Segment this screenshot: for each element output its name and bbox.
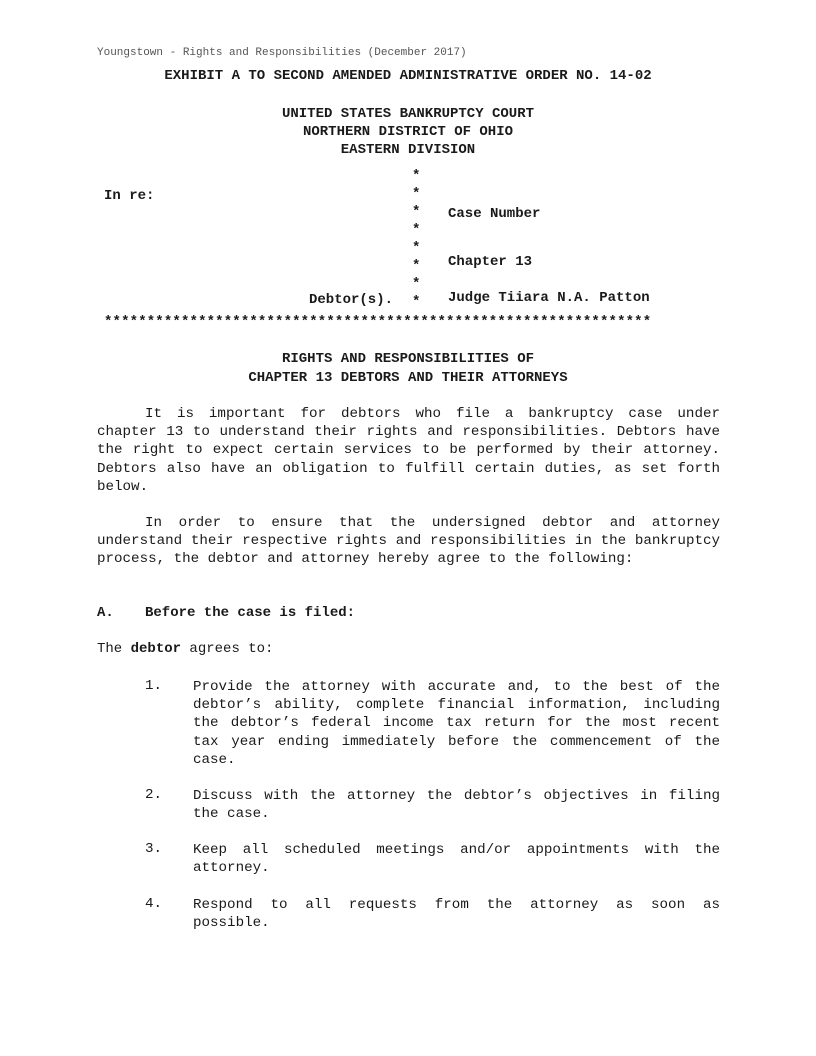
caption-divider: **************************************************************** <box>104 314 652 330</box>
list-item-text: Respond to all requests from the attorney as soon as possible. <box>193 897 720 932</box>
agreement-paragraph-text: In order to ensure that the undersigned debtor and attorney understand their respective rights and responsibilities in the bankruptcy process, the debtor and attorney hereby agree to the following: <box>97 515 720 568</box>
debtor-intro-prefix: The <box>97 641 131 657</box>
caption-star: * <box>412 186 421 202</box>
exhibit-title: EXHIBIT A TO SECOND AMENDED ADMINISTRATIVE ORDER NO. 14-02 <box>164 68 652 84</box>
court-name: UNITED STATES BANKRUPTCY COURT <box>281 106 535 122</box>
list-item-number: 3. <box>145 841 163 857</box>
debtor-intro-bold: debtor <box>130 641 182 657</box>
list-item-text: Keep all scheduled meetings and/or appointments with the attorney. <box>193 842 720 877</box>
intro-paragraph <box>97 405 720 496</box>
list-item-number: 1. <box>145 678 163 694</box>
caption-star: * <box>412 222 421 238</box>
caption-star: * <box>412 258 421 274</box>
court-division: EASTERN DIVISION <box>340 142 476 158</box>
debtor-intro-suffix: agrees to: <box>181 641 274 657</box>
judge-label: Judge Tiiara N.A. Patton <box>448 290 650 306</box>
section-heading: Before the case is filed: <box>145 605 356 621</box>
list-item-text: Discuss with the attorney the debtor’s objectives in filing the case. <box>193 788 720 823</box>
case-number-label: Case Number <box>448 206 541 222</box>
section-letter: A. <box>97 605 114 621</box>
document-title-line1: RIGHTS AND RESPONSIBILITIES OF <box>281 351 535 367</box>
intro-paragraph-text: It is important for debtors who file a bankruptcy case under chapter 13 to understand their rights and responsibilities. Debtors have the right to expect certain services to be performed by their attorney. Debtors also have an obligation to fulfill certain duties, as set forth below. <box>97 406 720 495</box>
caption-star: * <box>412 276 421 292</box>
document-title-line2: CHAPTER 13 DEBTORS AND THEIR ATTORNEYS <box>248 370 568 386</box>
caption-star: * <box>412 240 421 256</box>
debtor-intro <box>97 641 273 657</box>
list-item-number: 4. <box>145 896 163 912</box>
list-item-number: 2. <box>145 787 163 803</box>
caption-star: * <box>412 168 421 184</box>
agreement-paragraph <box>97 514 720 569</box>
caption-star: * <box>412 204 421 220</box>
running-header: Youngstown - Rights and Responsibilities (December 2017) <box>97 47 467 59</box>
list-item-text: Provide the attorney with accurate and, to the best of the debtor’s ability, complete financial information, including the debtor’s federal income tax return for the most recent tax year ending immediately before the commencement of the case. <box>193 679 720 768</box>
caption-star: * <box>412 294 421 310</box>
court-district: NORTHERN DISTRICT OF OHIO <box>302 124 514 140</box>
in-re-label: In re: <box>104 188 155 204</box>
debtor-label: Debtor(s). <box>309 292 394 308</box>
chapter-label: Chapter 13 <box>448 254 533 270</box>
